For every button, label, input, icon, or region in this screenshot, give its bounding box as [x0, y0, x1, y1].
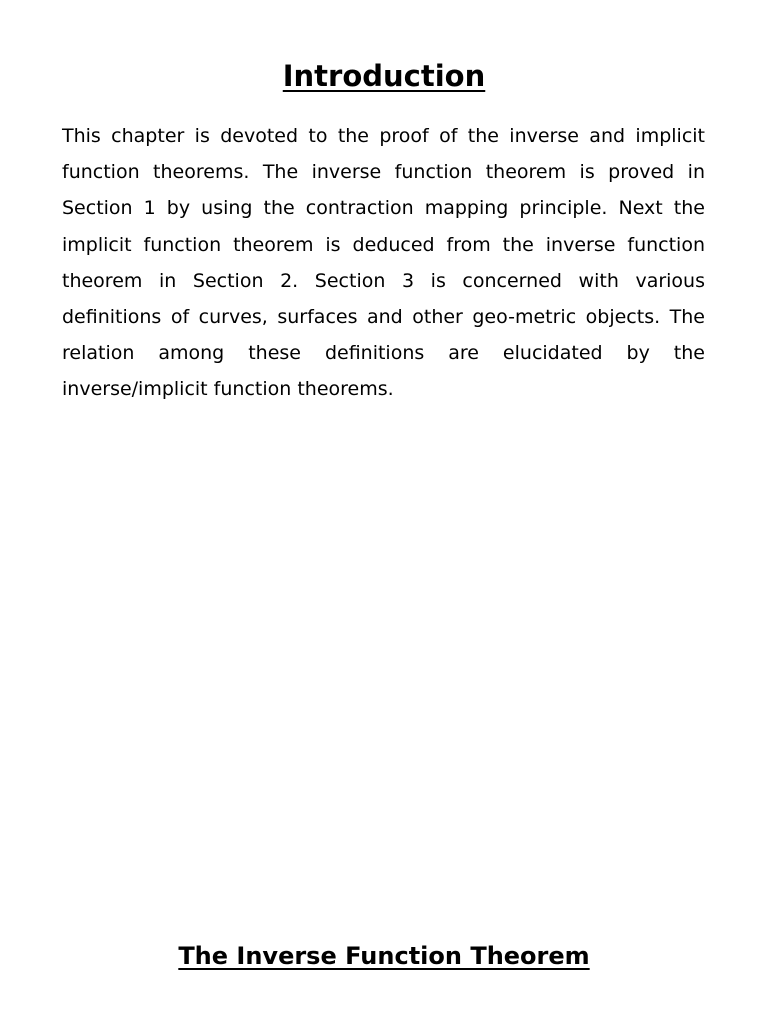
intro-paragraph: This chapter is devoted to the proof of the inverse and implicit function theorems. The inverse function theorem is proved in Section 1 by using the contraction mapping principle. Next the implicit function theorem is deduced from the inverse function theorem in Section 2. Section 3 is concerned with various definitions of curves, surfaces and other geo-metric objects. The relation among these definitions are elucidated by the inverse/implicit function theorems.	[62, 125, 705, 401]
section-heading: The Inverse Function Theorem	[178, 942, 590, 970]
page-title: Introduction	[282, 59, 486, 93]
